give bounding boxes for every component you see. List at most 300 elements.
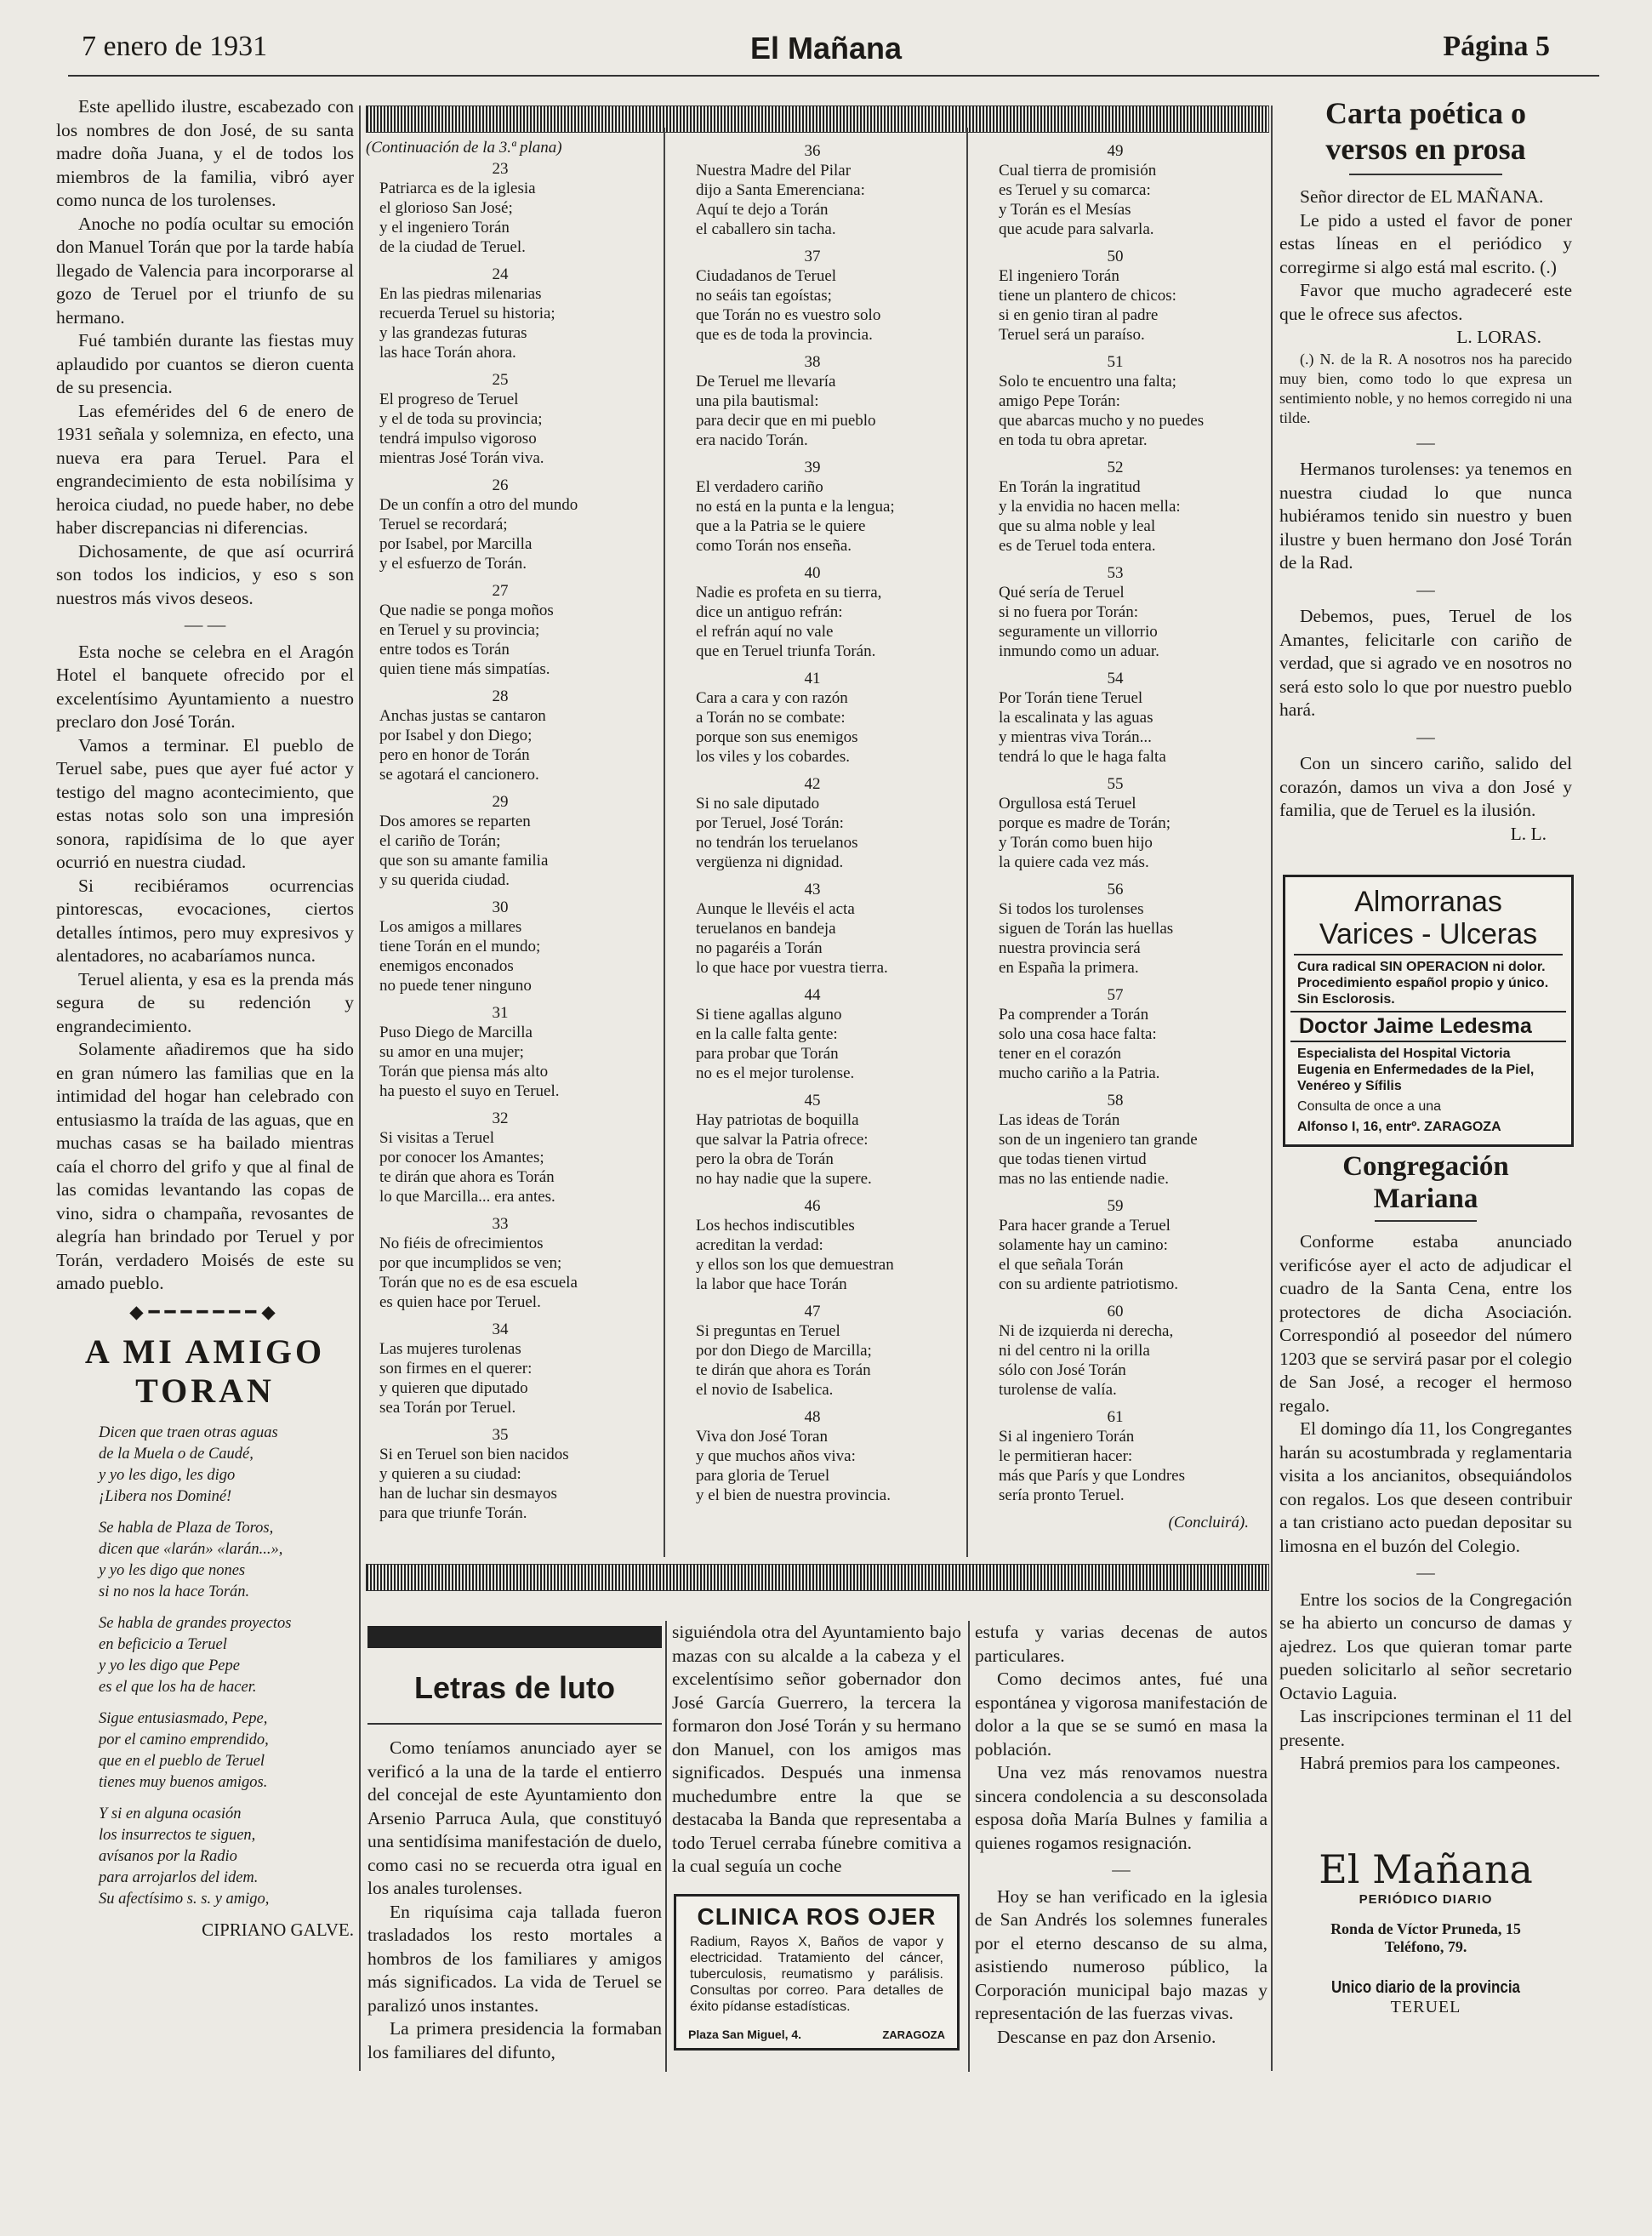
stanza (999, 1196, 1266, 1294)
stanza-line: De Teruel me llevaría (696, 373, 836, 391)
stanza (999, 458, 1266, 556)
stanza-line: amigo Pepe Torán: (999, 392, 1120, 410)
paragraph: La primera presidencia la formaban los familiares del difunto, (367, 2018, 662, 2062)
stanza-line: como Torán nos enseña. (696, 537, 852, 555)
paragraph: Habrá premios para los campeones. (1300, 1753, 1561, 1773)
verse-line: si no nos la hace Torán. (99, 1583, 250, 1600)
paragraph: siguiéndola otra del Ayuntamiento bajo mazas con su alcalde a la cabeza y el excelentísimo señor gobernador don José García Guerrero, la tercera la formaron don José Torán y su hermano don Manuel, con los amigos mas significados. Después una inmensa muchedumbre entre la que se destacaba la Banda que representaba a todo Teruel cerraba fúnebre comitiva a la cual seguía un coche (672, 1622, 961, 1876)
stanza-line: que salvar la Patria ofrece: (696, 1131, 869, 1149)
separator: — (1416, 726, 1435, 747)
stanza-number: 30 (492, 898, 509, 916)
stanza-line: para gloria de Teruel (696, 1467, 830, 1485)
stanza-number: 25 (492, 371, 509, 389)
stanza-line: dice un antiguo refrán: (696, 603, 843, 621)
poem-end-note: (Concluirá). (1168, 1514, 1249, 1532)
page-header (0, 31, 1652, 82)
stanza-line: y el ingeniero Torán (379, 219, 510, 237)
stanza (999, 141, 1266, 239)
stanza-line: enemigos enconados (379, 957, 514, 975)
stanza-line: sea Torán por Teruel. (379, 1399, 516, 1417)
stanza-line: una pila bautismal: (696, 392, 819, 410)
paragraph: Anoche no podía ocultar su emoción don Manuel Torán que por la tarde había llegado de Valencia para incorporarse al gozo de Teruel por el triunfo de su hermano. (56, 213, 354, 328)
stanza-line: Que nadie se ponga moños (379, 602, 554, 619)
stanza-number: 60 (1107, 1303, 1124, 1320)
stanza (999, 1091, 1266, 1189)
stanza-line: Ciudadanos de Teruel (696, 267, 837, 285)
stanza-number: 55 (1107, 775, 1124, 793)
stanza (696, 563, 963, 661)
stanza (696, 458, 963, 556)
stanza-line: que abarcas mucho y no puedes (999, 412, 1205, 430)
stanza (696, 774, 963, 872)
paragraph: Una vez más renovamos nuestra sincera condolencia a su desconsolada esposa doña María Bulnes y familia a quienes rogamos resignación. (975, 1762, 1267, 1853)
stanza-line: no pagaréis a Torán (696, 939, 823, 957)
verse-line: avísanos por la Radio (99, 1848, 237, 1865)
stanza-number: 39 (804, 459, 821, 476)
stanza-number: 42 (804, 775, 821, 793)
paragraph: Vamos a terminar. El pueblo de Teruel sabe, pues que ayer fué actor y testigo del magno acontecimiento, que estas notas solo son una impresión sonora, rapidísima de lo que ayer ocurrió en nuestra ciudad. (56, 734, 354, 872)
stanza-line: pero la obra de Torán (696, 1150, 834, 1168)
clinica-body: Radium, Rayos X, Baños de vapor y electricidad. Tratamiento del cáncer, tuberculosis, reumatismo y parálisis. Consultas por correo. Para detalles de éxito pídanse estadísticas. (690, 1935, 943, 2014)
poem-column-1 (366, 138, 655, 1531)
stanza-line: que Torán no es vuestro solo (696, 306, 881, 324)
clinica-advert (674, 1894, 960, 2051)
stanza-line: Si al ingeniero Torán (999, 1428, 1135, 1446)
top-stripe-rule (366, 106, 1269, 133)
verse-line: y yo les digo que Pepe (99, 1657, 240, 1674)
paragraph: Hoy se han verificado en la iglesia de San Andrés los solemnes funerales por el eterno descanso de su alma, asistiendo numeroso público, la Corporación municipal bajo mazas y representación de las fuerzas vivas. (975, 1885, 1267, 2023)
stanza-line: son de un ingeniero tan grande (999, 1131, 1198, 1149)
stanza-number: 26 (492, 476, 509, 494)
stanza-line: pero en honor de Torán (379, 746, 530, 764)
column-rule (968, 1621, 970, 2072)
stanza-line: el novio de Isabelica. (696, 1381, 834, 1399)
verse-line: los insurrectos te siguen, (99, 1827, 256, 1844)
masthead-city: TERUEL (1390, 1998, 1461, 2016)
stanza (999, 247, 1266, 345)
stanza-number: 24 (492, 265, 509, 283)
stanza-list (366, 159, 655, 1523)
stanza-line: Teruel será un paraíso. (999, 326, 1145, 344)
stanza-line: y el esfuerzo de Torán. (379, 555, 527, 573)
stanza-number: 28 (492, 687, 509, 705)
stanza-line: y la envidia no hacen mella: (999, 498, 1181, 516)
stanza-list (977, 141, 1266, 1505)
stanza (999, 352, 1266, 450)
stanza-line: se agotará el cancionero. (379, 766, 539, 784)
stanza-line: te dirán que ahora es Torán (696, 1361, 871, 1379)
stanza-line: que su alma noble y leal (999, 517, 1156, 535)
stanza-line: De un confín a otro del mundo (379, 496, 578, 514)
luto-column-3 (975, 1621, 1267, 2049)
stanza-line: En las piedras milenarias (379, 285, 542, 303)
stanza-line: lo que Marcilla... era antes. (379, 1188, 555, 1206)
stanza-line: Aquí te dejo a Torán (696, 201, 829, 219)
stanza-line: Puso Diego de Marcilla (379, 1024, 533, 1041)
stanza-line: El progreso de Teruel (379, 391, 519, 408)
verse-line: tienes muy buenos amigos. (99, 1774, 268, 1791)
stanza (379, 1320, 655, 1417)
luto-column-2 (672, 1621, 961, 1879)
almorranas-advert (1283, 875, 1574, 1147)
stanza (379, 1003, 655, 1101)
stanza-line: Nadie es profeta en su tierra, (696, 584, 882, 602)
stanza (379, 159, 655, 257)
paragraph: Dichosamente, de que así ocurrirá son todos los indicios, y eso s son nuestros más vivos deseos. (56, 540, 354, 608)
stanza-line: Viva don José Toran (696, 1428, 828, 1446)
stanza-line: no es el mejor turolense. (696, 1064, 855, 1082)
stanza-line: de la ciudad de Teruel. (379, 238, 526, 256)
stanza (696, 1196, 963, 1294)
stanza-line: sería pronto Teruel. (999, 1486, 1125, 1504)
stanza-line: Qué sería de Teruel (999, 584, 1125, 602)
verse-line: Sigue entusiasmado, Pepe, (99, 1710, 268, 1727)
stanza (999, 880, 1266, 978)
verse-line: que en el pueblo de Teruel (99, 1753, 265, 1770)
stanza-number: 23 (492, 160, 509, 178)
stanza-line: Si tiene agallas alguno (696, 1006, 842, 1024)
stanza-line: y las grandezas futuras (379, 324, 527, 342)
stanza-line: la quiere cada vez más. (999, 853, 1149, 871)
paragraph: Entre los socios de la Congregación se ha abierto un concurso de damas y ajedrez. Los que quieran tomar parte pueden solicitarlo al señor secretario Octavio Laguia. (1279, 1589, 1572, 1703)
stanza-number: 41 (804, 670, 821, 687)
clinica-title: CLINICA ROS OJER (697, 1903, 937, 1930)
verse-stanza (99, 1804, 354, 1910)
stanza-number: 31 (492, 1004, 509, 1022)
stanza-line: a Torán no se combate: (696, 709, 846, 727)
stanza-line: las hace Torán ahora. (379, 344, 516, 362)
verse-line: ¡Libera nos Dominé! (99, 1488, 232, 1505)
stanza-line: Cara a cara y con razón (696, 689, 848, 707)
verse-line: de la Muela o de Caudé, (99, 1446, 253, 1463)
stanza-line: el cariño de Torán; (379, 832, 501, 850)
ad-headline: Almorranas (1354, 886, 1502, 918)
stanza-line: Solo te encuentro una falta; (999, 373, 1176, 391)
stanza-number: 57 (1107, 986, 1124, 1004)
stanza-line: porque son sus enemigos (696, 728, 858, 746)
stanza (999, 1302, 1266, 1400)
stanza-line: y quieren a su ciudad: (379, 1465, 521, 1483)
stanza-line: son firmes en el querer: (379, 1360, 533, 1378)
stanza-line: por Isabel y don Diego; (379, 727, 533, 744)
paragraph: En riquísima caja tallada fueron trasladados los resto mortales a hombros de los familiares y amigos más significados. La vida de Teruel se paralizó unos instantes. (367, 1901, 662, 2016)
clinica-address: Plaza San Miguel, 4. (688, 2028, 802, 2041)
paragraph: Solamente añadiremos que ha sido en gran número las familias que en la intimidad del hogar han celebrado con entusiasmo la traída de las aguas, que en muchas casas se ha bailado mientras caía el chorro del grifo y que al final de las comidas levantando las copas de vino, sidra o champaña, revosantes de alegría han brindado por Teruel y por Torán, verdadero Moisés de este su amado pueblo. (56, 1039, 354, 1293)
amigo-subtitle: TORAN (135, 1372, 275, 1410)
paragraph: Si recibiéramos ocurrencias pintorescas, evocaciones, ciertos detalles íntimos, pero muy expresivos y alentadores, no acabaríamos nunca. (56, 875, 354, 966)
stanza-line: El verdadero cariño (696, 478, 823, 496)
stanza-number: 44 (804, 986, 821, 1004)
stanza-line: para probar que Torán (696, 1045, 839, 1063)
stanza-line: tiene un plantero de chicos: (999, 287, 1176, 305)
ad-doctor: Doctor Jaime Ledesma (1290, 1011, 1566, 1042)
column-rule (665, 1621, 667, 2072)
stanza-line: no está en la punta e la lengua; (696, 498, 895, 516)
stanza (696, 352, 963, 450)
stanza-line: no tendrán los teruelanos (696, 834, 858, 852)
paragraph: Esta noche se celebra en el Aragón Hotel el banquete ofrecido por el excelentísimo Ayuntamiento a nuestro preclaro don José Torán. (56, 641, 354, 732)
poem-column-3 (977, 141, 1266, 1532)
stanza-line: porque es madre de Torán; (999, 814, 1171, 832)
stanza-line: no puede tener ninguno (379, 977, 532, 995)
carta-article (1279, 95, 1572, 846)
stanza-line: vergüenza ni dignidad. (696, 853, 844, 871)
stanza-line: solo una cosa hace falta: (999, 1025, 1157, 1043)
stanza-line: y el bien de nuestra provincia. (696, 1486, 891, 1504)
stanza-line: Por Torán tiene Teruel (999, 689, 1143, 707)
luto-title: Letras de luto (413, 1670, 616, 1705)
masthead-subtitle: PERIÓDICO DIARIO (1359, 1892, 1493, 1907)
luto-article (367, 1621, 662, 2064)
separator: — (1416, 579, 1435, 600)
stanza (999, 1407, 1266, 1505)
stanza-line: y que muchos años viva: (696, 1447, 856, 1465)
stanza-line: el que señala Torán (999, 1256, 1124, 1274)
stanza-list (674, 141, 963, 1505)
stanza-line: en toda tu obra apretar. (999, 431, 1148, 449)
stanza-line: para que triunfe Torán. (379, 1504, 527, 1522)
stanza-line: era nacido Torán. (696, 431, 808, 449)
paragraph: Las efemérides del 6 de enero de 1931 señala y solemniza, en efecto, una nueva era para Teruel. Para el engrandecimiento de esta nobilísima y heroica ciudad, no puede haber, no debe haber discrepancias ni diferencias. (56, 400, 354, 538)
stanza-line: que son su amante familia (379, 852, 549, 870)
stanza-line: acreditan la verdad: (696, 1236, 823, 1254)
verse-line: en beficicio a Teruel (99, 1636, 227, 1653)
verse-line: Y si en alguna ocasión (99, 1805, 242, 1822)
paragraph: Las inscripciones terminan el 11 del presente. (1279, 1706, 1572, 1750)
stanza-line: Torán que piensa más alto (379, 1063, 549, 1081)
column-rule (966, 128, 968, 1557)
stanza-number: 32 (492, 1109, 509, 1127)
stanza-line: es Teruel y su comarca: (999, 181, 1151, 199)
stanza (999, 563, 1266, 661)
verse-line: dicen que «larán» «larán...», (99, 1541, 283, 1558)
ornament-divider: ◆━━━━━━━◆ (129, 1301, 281, 1322)
stanza-line: En Torán la ingratitud (999, 478, 1141, 496)
stanza-number: 48 (804, 1408, 821, 1426)
paragraph: Señor director de EL MAÑANA. (1300, 186, 1544, 207)
left-paras-2 (56, 641, 354, 1296)
stanza-number: 49 (1107, 142, 1124, 160)
paragraph: Como teníamos anunciado ayer se verificó a la una de la tarde el entierro del concejal de este Ayuntamiento don Arsenio Parruca Aula, que constituyó una sentidísima manifestación de duelo, como casi no se recuerda otra igual en los anales turolenses. (367, 1737, 662, 1898)
separator: — (1112, 1859, 1131, 1879)
verse-stanza (99, 1423, 354, 1508)
stanza-line: en España la primera. (999, 959, 1139, 977)
stanza-line: tendrá impulso vigoroso (379, 430, 537, 448)
stanza-line: tendrá lo que le haga falta (999, 748, 1166, 766)
stanza-number: 53 (1107, 564, 1124, 582)
paragraph: Teruel alienta, y esa es la prenda más segura de su redención y engrandecimiento. (56, 968, 354, 1036)
column-rule (359, 106, 361, 2071)
stanza (379, 1109, 655, 1206)
stanza-line: los viles y los cobardes. (696, 748, 851, 766)
paragraph: Conforme estaba anunciado verificóse ayer el acto de adjudicar el cuadro de la Santa Cena, entre los protectores de dicha Asociación. Correspondió al poseedor del número 1203 que se servirá pasar por el colegio de San José, a recoger el hermoso regalo. (1279, 1231, 1572, 1416)
stanza-line: Nuestra Madre del Pilar (696, 162, 852, 180)
stanza-line: Orgullosa está Teruel (999, 795, 1136, 813)
editor-note: (.) N. de la R. A nosotros nos ha parecido muy bien, como todo lo que expresa un sentimiento noble, y no hemos corregido ni una tilde. (1279, 350, 1572, 426)
stanza (999, 669, 1266, 767)
ad-hours: Consulta de once a una (1297, 1099, 1442, 1114)
title-rule (1375, 1220, 1477, 1222)
stanza-line: sólo con José Torán (999, 1361, 1126, 1379)
left-paras-1 (56, 95, 354, 610)
stanza-line: nuestra provincia será (999, 939, 1141, 957)
stanza-line: ha puesto el suyo en Teruel. (379, 1082, 560, 1100)
stanza-line: Las mujeres turolenas (379, 1340, 521, 1358)
stanza-line: teruelanos en bandeja (696, 920, 836, 938)
stanza (379, 370, 655, 468)
stanza-number: 36 (804, 142, 821, 160)
clinica-city: ZARAGOZA (882, 2028, 945, 2041)
stanza-line: por don Diego de Marcilla; (696, 1342, 872, 1360)
newspaper-title: El Mañana (749, 31, 903, 66)
stanza-number: 40 (804, 564, 821, 582)
stanza-line: que es de toda la provincia. (696, 326, 873, 344)
stanza (999, 774, 1266, 872)
stanza-number: 58 (1107, 1092, 1124, 1109)
stanza-line: con su ardiente patriotismo. (999, 1275, 1179, 1293)
stanza (379, 581, 655, 679)
stanza-line: en Teruel y su provincia; (379, 621, 540, 639)
verse-line: Se habla de Plaza de Toros, (99, 1520, 274, 1537)
congregacion-subtitle: Mariana (1373, 1184, 1478, 1214)
ad-headline-2: Varices - Ulceras (1294, 918, 1563, 955)
stanza-line: quien tiene más simpatías. (379, 660, 550, 678)
stanza-line: Si preguntas en Teruel (696, 1322, 840, 1340)
stanza-line: te dirán que ahora es Torán (379, 1168, 555, 1186)
stanza-line: Aunque le llevéis el acta (696, 900, 855, 918)
stanza-line: Patriarca es de la iglesia (379, 180, 536, 197)
stanza-line: el refrán aquí no vale (696, 623, 834, 641)
paragraph: Debemos, pues, Teruel de los Amantes, felicitarle con cariño de verdad, que si agrado ve en nosotros no será esto solo lo que por nuestro pueblo hará. (1279, 606, 1572, 720)
ad-address: Alfonso I, 16, entrº. ZARAGOZA (1297, 1120, 1501, 1134)
stanza-line: Si en Teruel son bien nacidos (379, 1446, 569, 1463)
stanza-line: Las ideas de Torán (999, 1111, 1120, 1129)
continuation-note: (Continuación de la 3.ª plana) (366, 139, 562, 157)
mourning-band (367, 1626, 662, 1648)
verse-stanza (99, 1518, 354, 1603)
stanza-line: solamente hay un camino: (999, 1236, 1168, 1254)
stanza-number: 50 (1107, 248, 1124, 265)
stanza-line: Torán que no es de esa escuela (379, 1274, 578, 1292)
stanza-line: por conocer los Amantes; (379, 1149, 544, 1166)
stanza-line: Si todos los turolenses (999, 900, 1144, 918)
stanza-line: su amor en una mujer; (379, 1043, 524, 1061)
title-rule (367, 1723, 662, 1725)
stanza-number: 38 (804, 353, 821, 371)
stanza-line: Dos amores se reparten (379, 813, 531, 830)
stanza-number: 46 (804, 1197, 821, 1215)
stanza-line: es quien hace por Teruel. (379, 1293, 541, 1311)
congregacion-article (1279, 1150, 1572, 1776)
carta-title: Carta poética o (1325, 96, 1526, 130)
stanza-number: 52 (1107, 459, 1124, 476)
stanza-line: tiene Torán en el mundo; (379, 938, 541, 955)
title-rule (1349, 174, 1502, 175)
stanza (999, 985, 1266, 1083)
stanza-line: y Torán como buen hijo (999, 834, 1153, 852)
stanza-number: 27 (492, 582, 509, 600)
paragraph: estufa y varias decenas de autos particulares. (975, 1622, 1267, 1666)
amigo-verse (56, 1423, 354, 1910)
stanza-line: y su querida ciudad. (379, 871, 510, 889)
verse-line: Su afectísimo s. s. y amigo, (99, 1891, 270, 1908)
stanza (696, 880, 963, 978)
stanza-line: tener en el corazón (999, 1045, 1121, 1063)
stanza-line: Hay patriotas de boquilla (696, 1111, 859, 1129)
separator: — (1416, 1562, 1435, 1583)
stanza (696, 1091, 963, 1189)
paragraph: Favor que mucho agradeceré este que le ofrece sus afectos. (1279, 280, 1572, 324)
stanza-number: 59 (1107, 1197, 1124, 1215)
paragraph: Descanse en paz don Arsenio. (997, 2026, 1216, 2047)
verse-signature: CIPRIANO GALVE. (202, 1919, 354, 1940)
stanza (379, 1214, 655, 1312)
left-article (56, 95, 354, 1942)
stanza-number: 33 (492, 1215, 509, 1233)
verse-line: para arrojarlos del idem. (99, 1869, 259, 1886)
stanza-line: que en Teruel triunfa Torán. (696, 642, 876, 660)
masthead-phone: Teléfono, 79. (1384, 1938, 1467, 1955)
stanza-number: 56 (1107, 881, 1124, 898)
masthead-box (1279, 1846, 1572, 2017)
carta-signature: L. LORAS. (1456, 327, 1541, 347)
verse-line: es el que los ha de hacer. (99, 1679, 257, 1696)
verse-line: Dicen que traen otras aguas (99, 1424, 278, 1441)
stanza-line: que acude para salvarla. (999, 220, 1154, 238)
header-rule (68, 75, 1599, 77)
stanza (696, 247, 963, 345)
stanza-number: 35 (492, 1426, 509, 1444)
stanza-line: en la calle falta gente: (696, 1025, 838, 1043)
paragraph: Con un sincero cariño, salido del corazón, damos un viva a don José y familia, que de Teruel es la ilusión. (1279, 753, 1572, 820)
stanza-number: 37 (804, 248, 821, 265)
stanza-line: no hay nadie que la supere. (696, 1170, 872, 1188)
issue-date: 7 enero de 1931 (82, 31, 268, 62)
stanza-number: 54 (1107, 670, 1124, 687)
stanza-number: 34 (492, 1320, 509, 1338)
stanza-line: No fiéis de ofrecimientos (379, 1235, 544, 1252)
column-rule (664, 128, 665, 1557)
separator: — (1416, 431, 1435, 453)
stanza-line: para decir que en mi pueblo (696, 412, 876, 430)
stanza-number: 45 (804, 1092, 821, 1109)
stanza-line: El ingeniero Torán (999, 267, 1119, 285)
stanza-line: siguen de Torán las huellas (999, 920, 1174, 938)
stanza-line: mientras José Torán viva. (379, 449, 544, 467)
paragraph: Hermanos turolenses: ya tenemos en nuestra ciudad lo que nunca hubiéramos tenido sin nuestro y buen ilustre y buen hermano don José Torán de la Rad. (1279, 459, 1572, 573)
stanza-line: y quieren que diputado (379, 1379, 528, 1397)
stanza (696, 1407, 963, 1505)
stanza-line: por Teruel, José Torán: (696, 814, 844, 832)
verse-line: y yo les digo, les digo (99, 1467, 236, 1484)
stanza (696, 985, 963, 1083)
verse-stanza (99, 1708, 354, 1794)
stanza-line: entre todos es Torán (379, 641, 510, 659)
stanza-line: que a la Patria se le quiere (696, 517, 866, 535)
stanza (696, 1302, 963, 1400)
stanza-number: 47 (804, 1303, 821, 1320)
stanza-line: inmundo como un aduar. (999, 642, 1159, 660)
stanza-line: Para hacer grande a Teruel (999, 1217, 1171, 1235)
paragraph: Este apellido ilustre, escabezado con los nombres de don José, de su santa madre doña Juana, y el de todos los miembros de la familia, vibró ayer como nunca de los turolenses. (56, 96, 354, 210)
carta-signature-2: L. L. (1510, 823, 1547, 844)
masthead-tagline: Unico diario de la provincia (1330, 1978, 1520, 1997)
column-rule (1271, 106, 1273, 2071)
stanza-line: le permitieran hacer: (999, 1447, 1133, 1465)
verse-line: por el camino emprendido, (99, 1731, 269, 1748)
bottom-stripe-rule (366, 1564, 1269, 1591)
page-number: Página 5 (1443, 31, 1550, 62)
